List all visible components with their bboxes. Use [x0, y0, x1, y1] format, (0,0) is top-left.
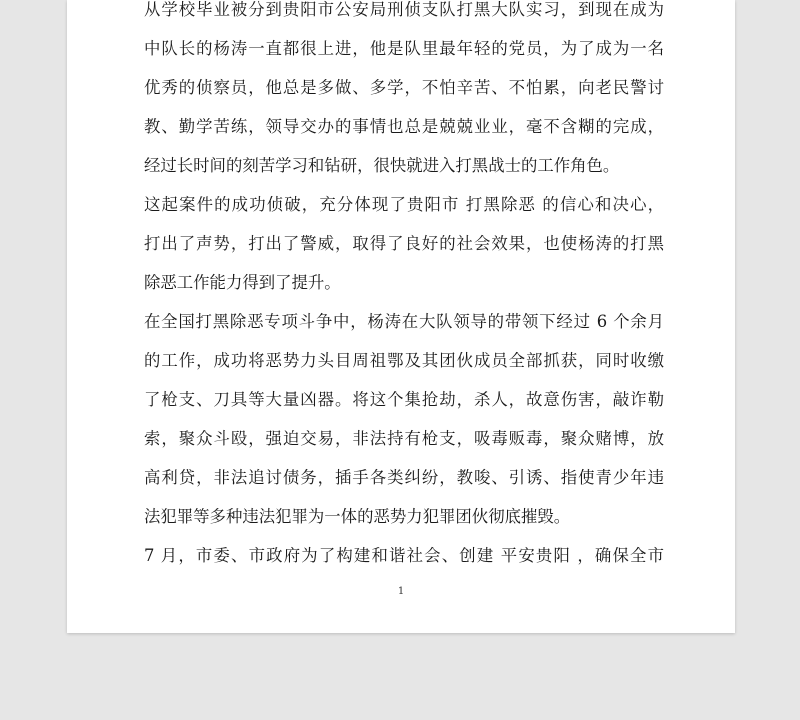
document-body [144, 0, 664, 575]
text-line: 了枪支、刀具等大量凶器。将这个集抢劫，杀人，故意伤害，敲诈勒 [144, 390, 664, 409]
text-line: 的工作，成功将恶势力头目周祖鄂及其团伙成员全部抓获，同时收缴 [144, 351, 664, 370]
text-line: 打出了声势，打出了警威，取得了良好的社会效果，也使杨涛的打黑 [144, 234, 664, 253]
text-line: 7 月，市委、市政府为了构建和谐社会、创建 平安贵阳 ，确保全市 [144, 546, 664, 565]
page-number: 1 [397, 586, 405, 597]
text-line: 从学校毕业被分到贵阳市公安局刑侦支队打黑大队实习，到现在成为 [144, 0, 664, 19]
text-line: 索，聚众斗殴，强迫交易，非法持有枪支，吸毒贩毒，聚众赌博，放 [144, 429, 664, 448]
text-line: 除恶工作能力得到了提升。 [144, 273, 341, 292]
text-line: 经过长时间的刻苦学习和钻研，很快就进入打黑战士的工作角色。 [144, 156, 620, 175]
text-line: 法犯罪等多种违法犯罪为一体的恶势力犯罪团伙彻底摧毁。 [144, 507, 571, 526]
text-line: 中队长的杨涛一直都很上进，他是队里最年轻的党员，为了成为一名 [144, 39, 664, 58]
text-line: 教、勤学苦练，领导交办的事情也总是兢兢业业，毫不含糊的完成， [144, 117, 664, 136]
text-line: 在全国打黑除恶专项斗争中，杨涛在大队领导的带领下经过 6 个余月 [144, 312, 664, 331]
text-line: 这起案件的成功侦破，充分体现了贵阳市 打黑除恶 的信心和决心， [144, 195, 664, 214]
text-line: 高利贷，非法追讨债务，插手各类纠纷，教唆、引诱、指使青少年违 [144, 468, 664, 487]
document-page [67, 0, 735, 633]
text-line: 优秀的侦察员，他总是多做、多学，不怕辛苦、不怕累，向老民警讨 [144, 78, 664, 97]
